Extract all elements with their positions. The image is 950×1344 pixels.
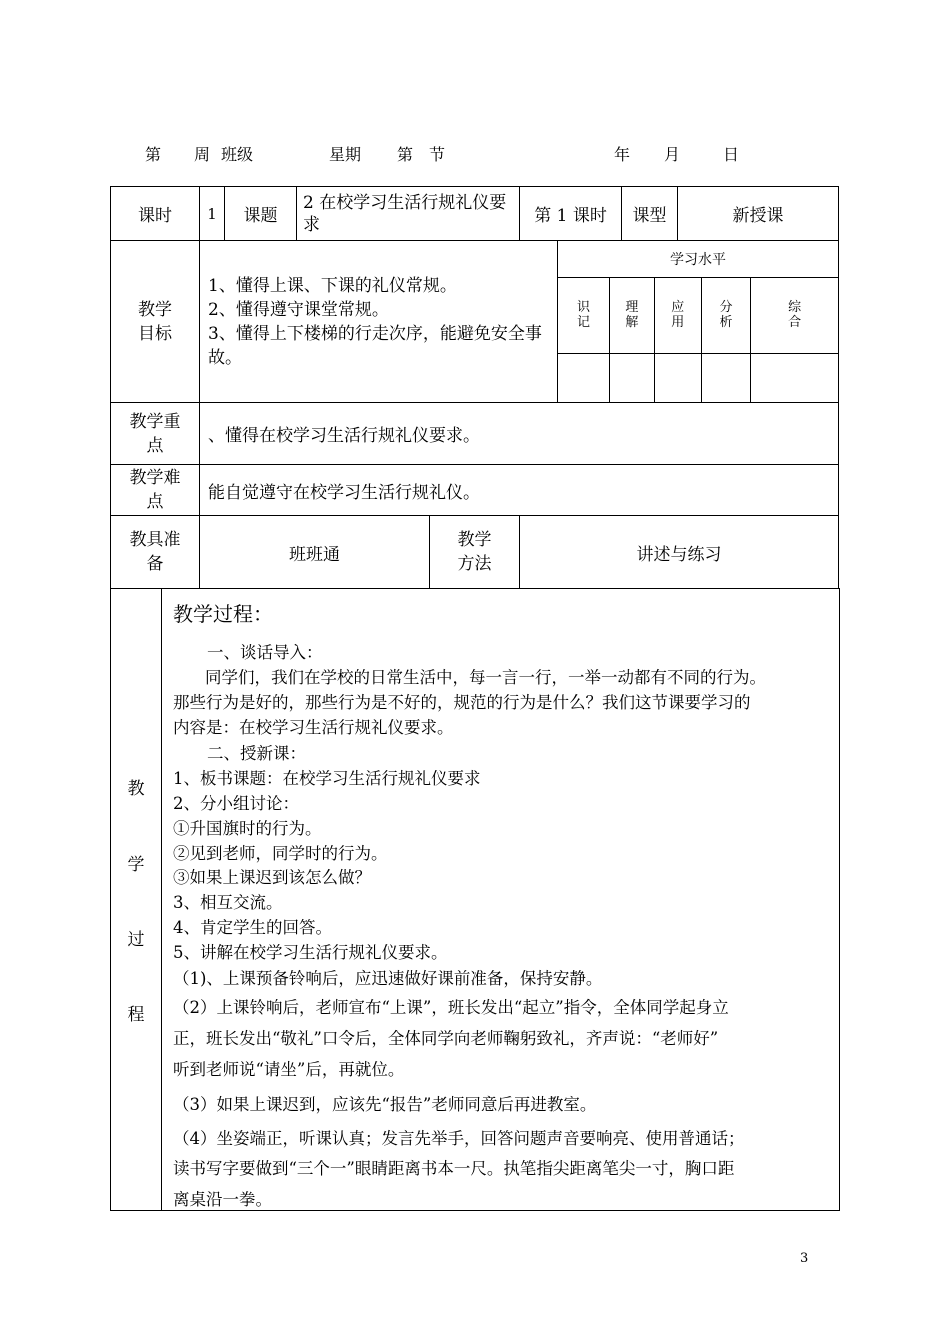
goals-label-text: 教学目标 [138,299,172,344]
learning-level-cell [558,241,839,403]
header-weekday: 星期 [329,145,362,164]
tools-value: 班班通 [200,516,430,589]
process-line: 同学们，我们在学校的日常生活中，每一言一行，一举一动都有不同的行为。 [205,668,766,687]
page-number: 3 [800,1251,809,1266]
level-memorize: 识记 [558,277,609,353]
goals-list [200,241,558,403]
process-line: 5、讲解在校学习生活行规礼仪要求。 [173,943,448,962]
key-point-value: 、懂得在校学习生活行规礼仪要求。 [200,403,839,465]
goal-item: 2、懂得遵守课堂常规。 [208,299,389,320]
goal-item: 3、懂得上下楼梯的行走次序，能避免安全事故。 [208,323,542,368]
lesson-plan-table [110,186,839,589]
method-value: 讲述与练习 [520,516,839,589]
level-apply-value [654,353,701,402]
goal-item: 1、懂得上课、下课的礼仪常规。 [208,275,457,296]
side-char: 过 [127,930,145,950]
level-understand: 理解 [609,277,654,353]
process-line: 4、肯定学生的回答。 [173,918,332,937]
process-line: 听到老师说“请坐”后，再就位。 [173,1060,405,1079]
level-apply: 应用 [654,277,701,353]
process-line: 读书写字要做到“三个一”眼睛距离书本一尺。执笔指尖距离笔尖一寸，胸口距 [173,1159,735,1178]
process-line: （1)、上课预备铃响后，应迅速做好课前准备，保持安静。 [173,969,603,988]
teaching-process-section [110,588,840,1211]
process-title: 教学过程： [173,602,273,626]
process-line: 1、板书课题：在校学习生活行规礼仪要求 [173,769,481,788]
header-class: 班级 [221,145,254,164]
header-section: 第 [397,145,414,164]
process-side-label [111,588,162,1210]
header-year: 年 [614,145,631,164]
header-week-suffix: 周 [194,145,211,164]
level-analyze: 分析 [701,277,751,353]
process-line: （2）上课铃响后，老师宣布“上课”，班长发出“起立”指令，全体同学起身立 [173,998,729,1017]
process-line: 那些行为是好的，那些行为是不好的，规范的行为是什么？我们这节课要学习的 [173,693,751,712]
difficulty-value: 能自觉遵守在校学习生活行规礼仪。 [200,465,839,516]
side-char: 学 [127,855,145,875]
process-line: ③如果上课迟到该怎么做？ [173,868,371,887]
side-char: 教 [127,779,145,799]
topic-value: 2 在校学习生活行规礼仪要求 [297,187,520,241]
level-understand-value [609,353,654,402]
difficulty-label: 教学难点 [111,465,200,516]
period-label: 课时 [111,187,200,241]
side-char: 程 [127,1005,145,1025]
process-line: 3、相互交流。 [173,893,283,912]
header-section-suffix: 节 [429,145,446,164]
process-line: ①升国旗时的行为。 [173,819,322,838]
process-line: 2、分小组讨论： [173,794,299,813]
key-point-label: 教学重点 [111,403,200,465]
level-synthesize-value [751,353,838,402]
process-line: （4）坐姿端正，听课认真；发言先举手，回答问题声音要响亮、使用普通话； [173,1129,745,1148]
process-line: 一、谈话导入： [207,643,323,662]
topic-label: 课题 [225,187,297,241]
type-label: 课型 [622,187,678,241]
lesson-number: 第 1 课时 [520,187,622,241]
type-value: 新授课 [678,187,839,241]
level-synthesize: 综合 [751,277,838,353]
process-line: ②见到老师，同学时的行为。 [173,844,388,863]
goals-label [111,241,200,403]
header-day: 日 [723,145,740,164]
process-line: 离桌沿一拳。 [173,1190,272,1209]
process-line: （3）如果上课迟到，应该先“报告”老师同意后再进教室。 [173,1095,597,1114]
tools-label: 教具准备 [111,516,200,589]
period-value: 1 [200,187,225,241]
process-line: 正，班长发出“敬礼”口令后，全体同学向老师鞠躬致礼，齐声说：“老师好” [173,1029,719,1048]
process-line: 内容是：在校学习生活行规礼仪要求。 [173,718,454,737]
learning-level-table [558,241,838,402]
method-label: 教学方法 [430,516,520,589]
header-month: 月 [664,145,681,164]
header-week: 第 [145,145,162,164]
level-memorize-value [558,353,609,402]
level-title: 学习水平 [558,241,838,277]
process-line: 二、授新课： [207,744,306,763]
level-analyze-value [701,353,751,402]
